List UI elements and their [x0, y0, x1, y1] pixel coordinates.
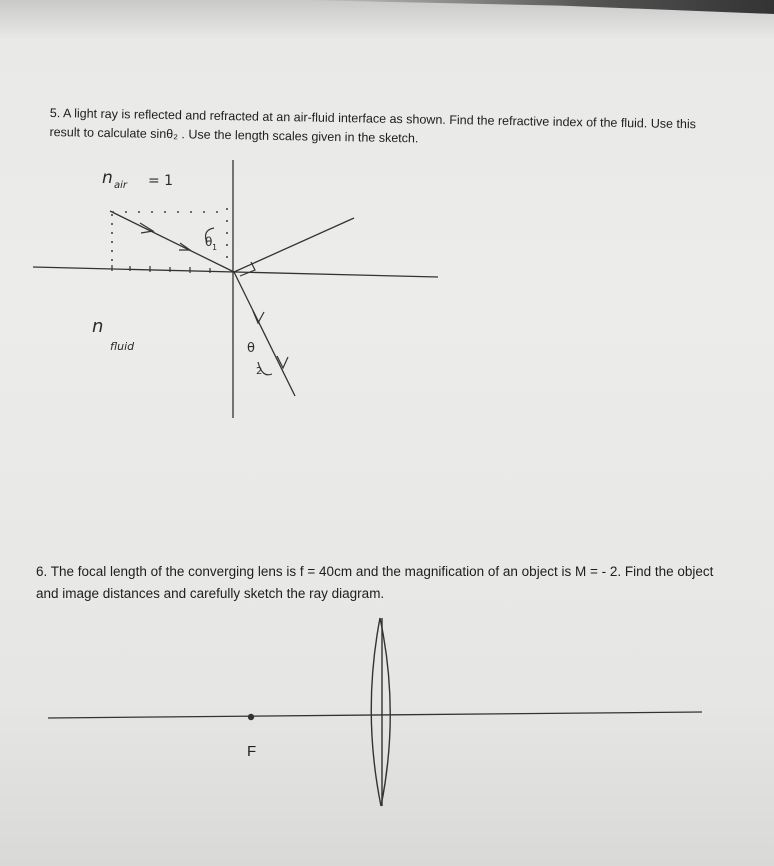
- problem-6-text: 6. The focal length of the converging lens is f = 40cm and the magnification of an object is M = - 2. Find the object and image distances and carefully sketch the ray diagram.: [36, 564, 714, 601]
- converging-lens: [371, 618, 390, 806]
- optical-axis: [48, 712, 702, 718]
- problem-5-text: 5. A light ray is reflected and refracted at an air-fluid interface as shown. Find the refractive index of the fluid. Use this result to calculate sinθ₂ . Use the length scales given in the sketch.: [49, 105, 697, 146]
- theta1-subscript: 1: [212, 243, 218, 252]
- focal-point-label: F: [247, 743, 257, 760]
- theta1-label: θ: [205, 235, 213, 249]
- n-air-label: n: [102, 168, 113, 188]
- air-subscript: air: [114, 180, 128, 191]
- focal-point-dot: [248, 714, 254, 720]
- theta2-label: θ: [247, 341, 255, 356]
- air-equals-one: = 1: [148, 173, 174, 189]
- fluid-subscript: fluid: [110, 340, 135, 353]
- theta2-subscript: 2: [256, 366, 263, 377]
- n-fluid-label: n: [92, 316, 104, 337]
